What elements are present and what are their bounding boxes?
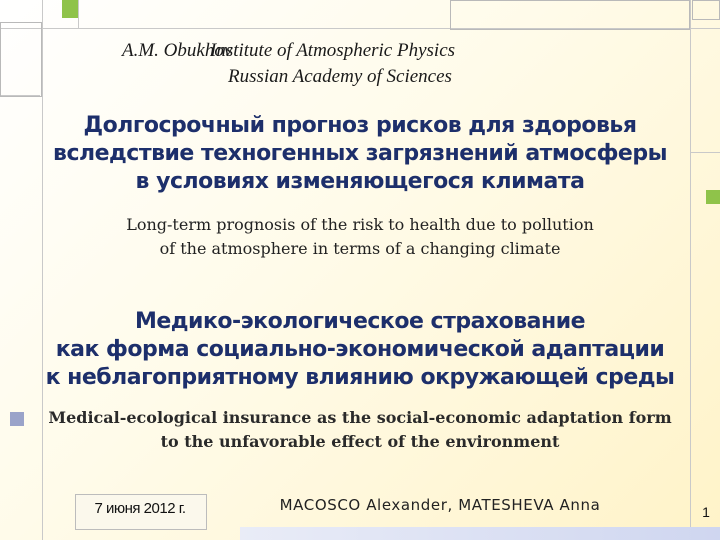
title-en-line: of the atmosphere in terms of a changing climate <box>159 239 561 258</box>
title-english <box>20 213 700 261</box>
green-square-right <box>706 190 720 204</box>
title-ru-line: в условиях изменяющегося климата <box>135 169 585 194</box>
outline-square-small <box>692 0 720 20</box>
subtitle-ru-line: Медико-экологическое страхование <box>134 309 586 334</box>
title-en-line: Long-term prognosis of the risk to health due to pollution <box>126 215 594 234</box>
page-number: 1 <box>702 504 710 520</box>
subtitle-en-line: Medical-ecological insurance as the social-economic adaptation form <box>48 408 672 427</box>
institute-name: Institute of Atmospheric Physics <box>210 40 456 61</box>
title-ru-line: Долгосрочный прогноз рисков для здоровья <box>83 113 637 138</box>
presenter-names: MACOSCO Alexander, MATESHEVA Anna <box>279 496 601 514</box>
frame-line-top-mid <box>78 0 79 28</box>
subtitle-ru-line: как форма социально-экономической адаптации <box>55 337 665 362</box>
title-ru-line: вследствие техногенных загрязнений атмосферы <box>53 141 667 166</box>
title-russian <box>20 112 700 196</box>
subtitle-english <box>0 406 720 454</box>
outline-square-top-right <box>450 0 690 30</box>
author-name: A.M. Obukhov <box>122 40 233 61</box>
subtitle-russian <box>20 308 700 392</box>
presentation-date: 7 июня 2012 г. <box>94 500 186 517</box>
subtitle-en-line: to the unfavorable effect of the environment <box>160 432 560 451</box>
green-square-top <box>62 0 78 18</box>
frame-line-right-edge <box>690 0 691 540</box>
subtitle-ru-line: к неблагоприятному влиянию окружающей среды <box>45 365 675 390</box>
footer-band <box>240 527 720 540</box>
academy-name: Russian Academy of Sciences <box>228 66 452 87</box>
